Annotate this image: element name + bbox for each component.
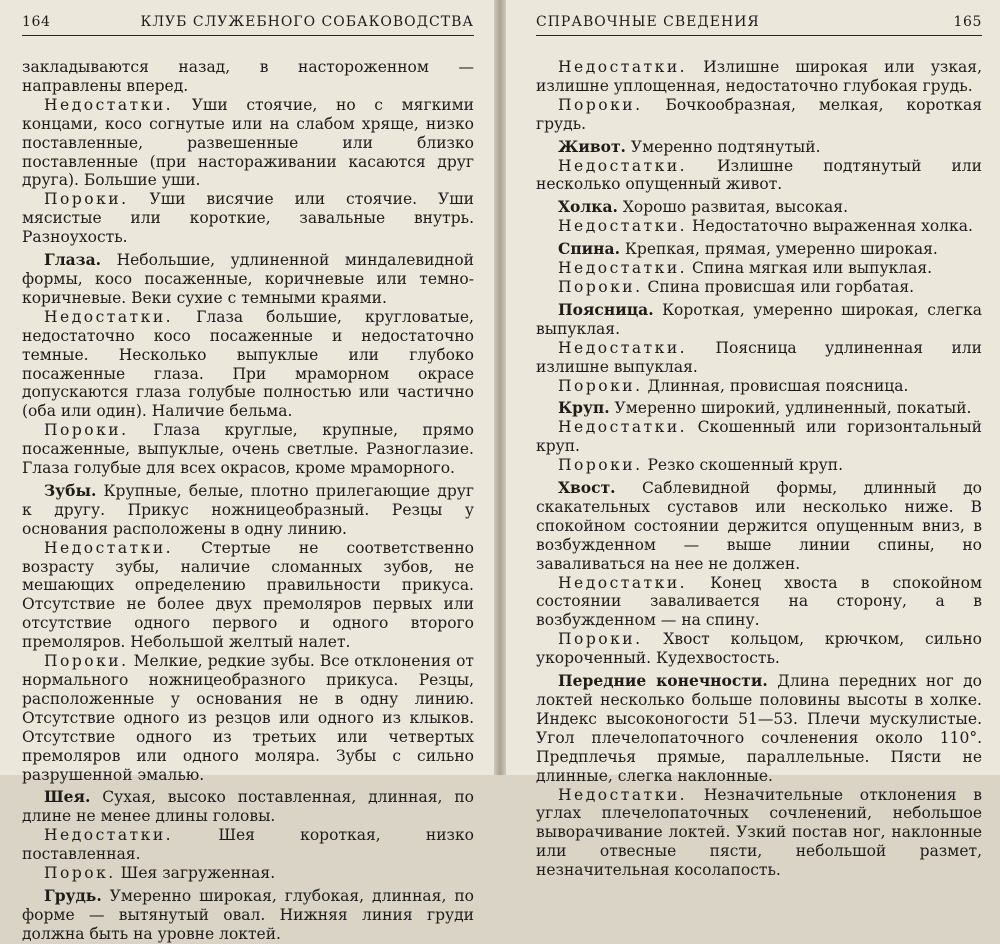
paragraph-text: Сухая, высоко поставленная, длинная, по длине не менее длины головы. bbox=[22, 788, 474, 826]
paragraph-lead: Спина. bbox=[558, 239, 620, 259]
left-page-text bbox=[22, 58, 474, 944]
paragraph-text: Хорошо развитая, высокая. bbox=[622, 198, 848, 217]
paragraph bbox=[536, 217, 982, 236]
paragraph-text: Крупные, белые, плотно прилегающие друг к другу. Прикус ножницеобразный. Резцы у основания расположены в одну линию. bbox=[22, 481, 474, 538]
paragraph-text: Спина мягкая или выпуклая. bbox=[692, 259, 933, 278]
page-number-left: 164 bbox=[22, 14, 51, 30]
paragraph-text: Умеренно широкая, глубокая, длинная, по форме — вытянутый овал. Нижняя линия груди должна быть на уровне локтей. bbox=[22, 886, 474, 943]
paragraph-lead: Недостатки. bbox=[558, 58, 688, 76]
running-title-left: КЛУБ СЛУЖЕБНОГО СОБАКОВОДСТВА bbox=[140, 14, 474, 30]
paragraph-lead: Круп. bbox=[558, 398, 610, 418]
paragraph-lead: Недостатки. bbox=[558, 156, 688, 175]
paragraph-lead: Недостатки. bbox=[558, 259, 688, 278]
paragraph-lead: Глаза. bbox=[44, 250, 102, 270]
paragraph bbox=[536, 672, 982, 785]
paragraph-lead: Недостатки. bbox=[44, 95, 174, 114]
paragraph-text: Шея загруженная. bbox=[120, 864, 276, 883]
paragraph-text: Конец хвоста в спокойном состоянии заваливается на сторону, а в возбужденном — на спину. bbox=[536, 573, 982, 630]
paragraph-lead: Недостатки. bbox=[558, 785, 688, 804]
paragraph bbox=[22, 421, 474, 478]
paragraph bbox=[22, 864, 474, 883]
paragraph-text: Резко скошенный круп. bbox=[647, 456, 844, 475]
paragraph-lead: Недостатки. bbox=[44, 307, 174, 326]
paragraph-lead: Пороки. bbox=[558, 456, 643, 475]
paragraph bbox=[536, 630, 982, 668]
paragraph-lead: Недостатки. bbox=[44, 538, 174, 557]
paragraph bbox=[536, 198, 982, 217]
paragraph bbox=[22, 539, 474, 652]
paragraph bbox=[536, 399, 982, 418]
running-header-right bbox=[536, 14, 982, 36]
paragraph bbox=[536, 479, 982, 574]
paragraph-text: Уши висячие или стоячие. Уши мясистые или короткие, завальные внутрь. Разноухость. bbox=[22, 190, 474, 247]
paragraph-text: Умеренно подтянутый. bbox=[630, 137, 821, 156]
paragraph bbox=[22, 251, 474, 308]
paragraph-text: Спина провисшая или горбатая. bbox=[647, 277, 915, 296]
paragraph bbox=[536, 157, 982, 195]
paragraph-text: Скошенный или горизонтальный круп. bbox=[536, 418, 982, 456]
paragraph bbox=[536, 96, 982, 134]
paragraph-lead: Зубы. bbox=[44, 480, 97, 500]
paragraph-lead: Хвост. bbox=[558, 478, 616, 498]
paragraph-lead: Пороки. bbox=[558, 376, 643, 395]
paragraph-lead: Поясница. bbox=[558, 299, 654, 319]
paragraph-text: Излишне широкая или узкая, излишне уплощенная, недостаточно глубокая грудь. bbox=[536, 58, 982, 95]
paragraph bbox=[536, 240, 982, 259]
paragraph-lead: Порок. bbox=[44, 864, 116, 883]
paragraph bbox=[536, 786, 982, 881]
paragraph bbox=[536, 339, 982, 377]
paragraph-lead: Пороки. bbox=[44, 190, 129, 209]
paragraph-text: Шея короткая, низко поставленная. bbox=[22, 826, 474, 864]
paragraph-text: Поясница удлиненная или излишне выпуклая. bbox=[536, 338, 982, 376]
paragraph-text: Уши стоячие, но с мягкими концами, косо согнутые или на слабом хряще, низко поставленные, развешенные или близко поставленные (при настораживании касаются друг друга). Большие уши. bbox=[22, 95, 474, 190]
paragraph-lead: Недостатки. bbox=[558, 338, 688, 357]
paragraph bbox=[22, 826, 474, 864]
paragraph-lead: Холка. bbox=[558, 197, 618, 217]
paragraph-text: Глаза большие, кругловатые, недостаточно косо посаженные и недостаточно темные. Несколько выпуклые или глубоко посаженные глаза. При мраморном окрасе допускаются глаза голубые полностью или частично (оба или один). Наличие бельма. bbox=[22, 307, 474, 421]
paragraph-text: Бочкообразная, мелкая, короткая грудь. bbox=[536, 95, 982, 133]
paragraph-lead: Недостатки. bbox=[558, 418, 688, 437]
paragraph-text: Крепкая, прямая, умеренно широкая. bbox=[624, 240, 938, 259]
paragraph bbox=[536, 278, 982, 297]
paragraph bbox=[22, 308, 474, 421]
paragraph bbox=[536, 574, 982, 631]
paragraph bbox=[22, 96, 474, 191]
paragraph bbox=[536, 259, 982, 278]
paragraph-text: Недостаточно выраженная холка. bbox=[692, 217, 973, 236]
paragraph bbox=[536, 418, 982, 456]
paragraph bbox=[536, 377, 982, 396]
paragraph-text: Умеренно широкий, удлиненный, покатый. bbox=[614, 399, 972, 418]
page-number-right: 165 bbox=[953, 14, 982, 30]
paragraph-text: Стертые не соответственно возрасту зубы, наличие сломанных зубов, не мешающих определению правильности прикуса. Отсутствие не более двух премоляров первых или отсутствие одного первого и одного второго премоляров. Небольшой желтый налет. bbox=[22, 538, 474, 652]
right-page-text bbox=[536, 58, 982, 880]
left-page bbox=[0, 0, 494, 943]
paragraph-lead: Пороки. bbox=[44, 652, 129, 671]
paragraph-text: Короткая, умеренно широкая, слегка выпуклая. bbox=[536, 300, 982, 338]
paragraph-text: Излишне подтянутый или несколько опущенный живот. bbox=[536, 156, 982, 194]
paragraph-lead: Пороки. bbox=[558, 277, 643, 296]
paragraph-lead: Недостатки. bbox=[44, 826, 174, 845]
paragraph-text: Длина передних ног до локтей несколько больше половины высоты в холке. Индекс высоконогости 51—53. Плечи мускулистые. Угол плечелопаточного сочленения около 110°. Предплечья прямые, параллельные. Пясти не длинные, слегка наклонные. bbox=[536, 672, 982, 785]
paragraph-text: Длинная, провисшая поясница. bbox=[647, 376, 909, 395]
book-gutter bbox=[494, 0, 506, 775]
running-header-left bbox=[22, 14, 474, 36]
running-title-right: СПРАВОЧНЫЕ СВЕДЕНИЯ bbox=[536, 14, 760, 30]
paragraph bbox=[22, 887, 474, 944]
paragraph-text: Незначительные отклонения в углах плечелопаточных сочленений, небольшое выворачивание локтей. Узкий постав ног, наклонные или отвесные пясти, небольшой размет, незначительная косолапость. bbox=[536, 785, 982, 880]
paragraph-lead: Живот. bbox=[558, 136, 626, 156]
paragraph bbox=[536, 58, 982, 96]
paragraph-lead: Недостатки. bbox=[558, 573, 688, 592]
paragraph-text: Мелкие, редкие зубы. Все отклонения от нормального ножницеобразного прикуса. Резцы, расположенные у основания не в одну линию. Отсутствие одного из резцов или одного из клыков. Отсутствие одного из третьих или четвертых премоляров или одного моляра. Зубы с сильно разрушенной эмалью. bbox=[22, 652, 474, 784]
paragraph bbox=[536, 138, 982, 157]
paragraph-lead: Грудь. bbox=[44, 885, 102, 905]
paragraph-text: Глаза круглые, крупные, прямо посаженные, выпуклые, очень светлые. Разноглазие. Глаза голубые для всех окрасов, кроме мраморного. bbox=[22, 421, 474, 478]
paragraph-text: закладываются назад, в настороженном — направлены вперед. bbox=[22, 58, 474, 95]
paragraph-lead: Передние конечности. bbox=[558, 671, 768, 691]
paragraph bbox=[22, 652, 474, 784]
paragraph bbox=[536, 301, 982, 339]
right-page bbox=[506, 0, 1000, 880]
paragraph bbox=[22, 788, 474, 826]
paragraph-text: Саблевидной формы, длинный до скакательных суставов или несколько ниже. В спокойном состоянии держится опущенным вниз, в возбужденном — выше линии спины, но заваливаться на нее не должен. bbox=[536, 479, 982, 573]
paragraph-lead: Недостатки. bbox=[558, 217, 688, 236]
paragraph-lead: Пороки. bbox=[558, 630, 643, 649]
paragraph-text: Небольшие, удлиненной миндалевидной формы, косо посаженные, коричневые или темно-коричневые. Веки сухие с темными краями. bbox=[22, 251, 474, 307]
paragraph-text: Хвост кольцом, крючком, сильно укороченный. Кудехвостость. bbox=[536, 630, 982, 668]
paragraph bbox=[22, 58, 474, 96]
paragraph-lead: Пороки. bbox=[44, 421, 129, 440]
paragraph bbox=[22, 482, 474, 539]
paragraph bbox=[536, 456, 982, 475]
paragraph bbox=[22, 190, 474, 247]
paragraph-lead: Пороки. bbox=[558, 95, 643, 114]
paragraph-lead: Шея. bbox=[44, 787, 91, 807]
